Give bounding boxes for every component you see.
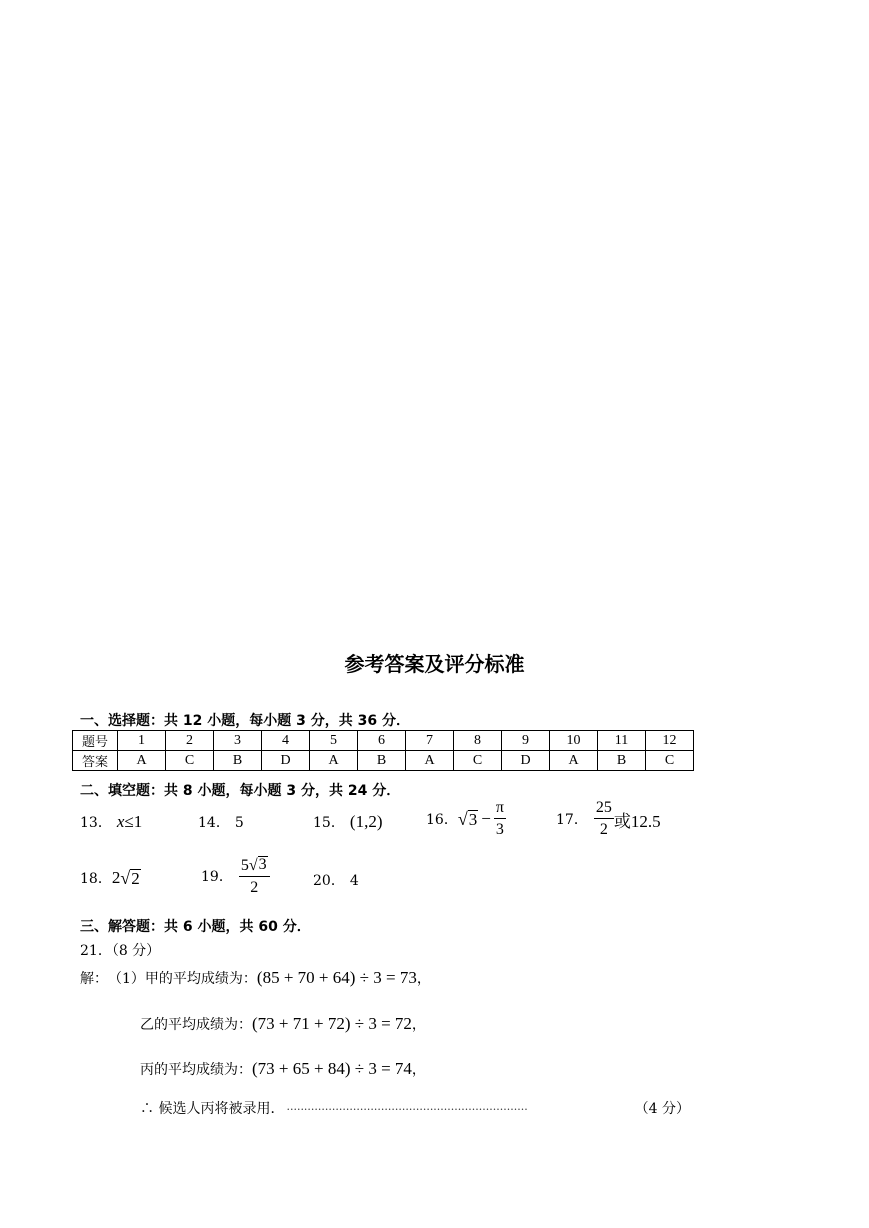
question-21-label: 21．（8 分） [80,943,161,959]
denominator: 3 [495,821,504,838]
answer-cell: C [646,751,694,771]
solve-label: 解： [80,971,108,987]
line-text: （1）甲的平均成绩为： [108,971,257,987]
answer-cell: D [502,751,550,771]
answer-value: 5 [234,815,244,831]
answer-18 [80,868,141,888]
radicand: 3 [468,809,478,829]
math-text: ≤1 [124,812,143,831]
answer-value: (1,2) [349,812,383,831]
conclusion-text: ∴ 候选人丙将被录用． [140,1101,285,1117]
question-label: 14． [198,815,230,831]
math-expression: (73 + 71 + 72) ÷ 3 = 72 [252,1014,412,1033]
punctuation: ， [411,1062,426,1078]
minus-sign: − [481,809,491,828]
answer-cell: C [454,751,502,771]
denominator: 2 [599,821,608,838]
row-label-answer: 答案 [73,751,118,771]
punctuation: ， [411,1017,426,1033]
coefficient: 5 [240,856,249,874]
radical-sign: √ [120,868,131,889]
answer-13 [80,812,142,832]
answer-cell: B [598,751,646,771]
page-title: 参考答案及评分标准 [344,652,525,676]
sqrt-expression [249,856,268,874]
question-label: 20． [313,873,345,889]
sqrt-expression [458,810,478,829]
radicand: 2 [131,868,140,888]
table-row-numbers [73,731,694,751]
answer-cell: B [358,751,406,771]
denominator: 2 [250,878,259,896]
answer-15 [313,812,383,832]
answer-cell: C [166,751,214,771]
numerator: π [494,800,506,819]
solution-conclusion [140,1098,690,1118]
question-label: 18． [80,871,112,887]
line-text: 乙的平均成绩为： [140,1017,252,1033]
answer-19 [201,856,270,896]
answer-17 [556,800,661,838]
question-number: 6 [358,731,406,751]
question-label: 19． [201,868,233,885]
fraction [239,856,270,896]
answer-alt: 或12.5 [613,811,661,831]
radicand: 3 [258,856,267,873]
question-label: 13． [80,815,112,831]
answer-20 [313,870,359,890]
section3-heading: 三、解答题：共 6 小题，共 60 分． [80,919,311,935]
solution-line-2 [140,1014,426,1034]
question-number: 2 [166,731,214,751]
answer-cell: A [310,751,358,771]
question-number: 7 [406,731,454,751]
answer-cell: B [214,751,262,771]
score-label: （4 分） [634,1101,690,1117]
question-label: 15． [313,815,345,831]
leader-dots: ····································································· [286,1103,528,1116]
answer-value: 4 [349,873,359,889]
question-number: 4 [262,731,310,751]
solution-line-1 [80,968,431,988]
answer-16 [426,800,506,838]
fraction [494,800,506,838]
math-expression: (73 + 65 + 84) ÷ 3 = 74 [252,1059,412,1078]
answer-cell: A [406,751,454,771]
question-number: 8 [454,731,502,751]
question-label: 17． [556,812,588,828]
punctuation: ， [416,971,431,987]
solution-line-3 [140,1059,426,1079]
answer-cell: A [550,751,598,771]
line-text: 丙的平均成绩为： [140,1062,252,1078]
radical-sign: √ [457,809,468,830]
section1-heading: 一、选择题：共 12 小题，每小题 3 分，共 36 分． [80,713,410,729]
radical-sign: √ [248,856,258,874]
row-label-question: 题号 [73,731,118,751]
answer-cell: D [262,751,310,771]
numerator: 25 [594,800,614,819]
section2-heading: 二、填空题：共 8 小题，每小题 3 分，共 24 分． [80,783,401,799]
fraction [594,800,614,838]
question-label: 16． [426,812,458,828]
question-number: 3 [214,731,262,751]
math-expression: (85 + 70 + 64) ÷ 3 = 73 [256,968,417,987]
math-variable: x [116,812,125,831]
answer-cell: A [118,751,166,771]
sqrt-expression [120,869,140,888]
question-number: 1 [118,731,166,751]
question-number: 12 [646,731,694,751]
table-row-answers [73,751,694,771]
numerator [239,856,270,877]
question-number: 5 [310,731,358,751]
question-number: 9 [502,731,550,751]
coefficient: 2 [111,868,121,887]
answer-14 [198,812,244,832]
answer-table [72,730,694,771]
question-number: 10 [550,731,598,751]
question-number: 11 [598,731,646,751]
